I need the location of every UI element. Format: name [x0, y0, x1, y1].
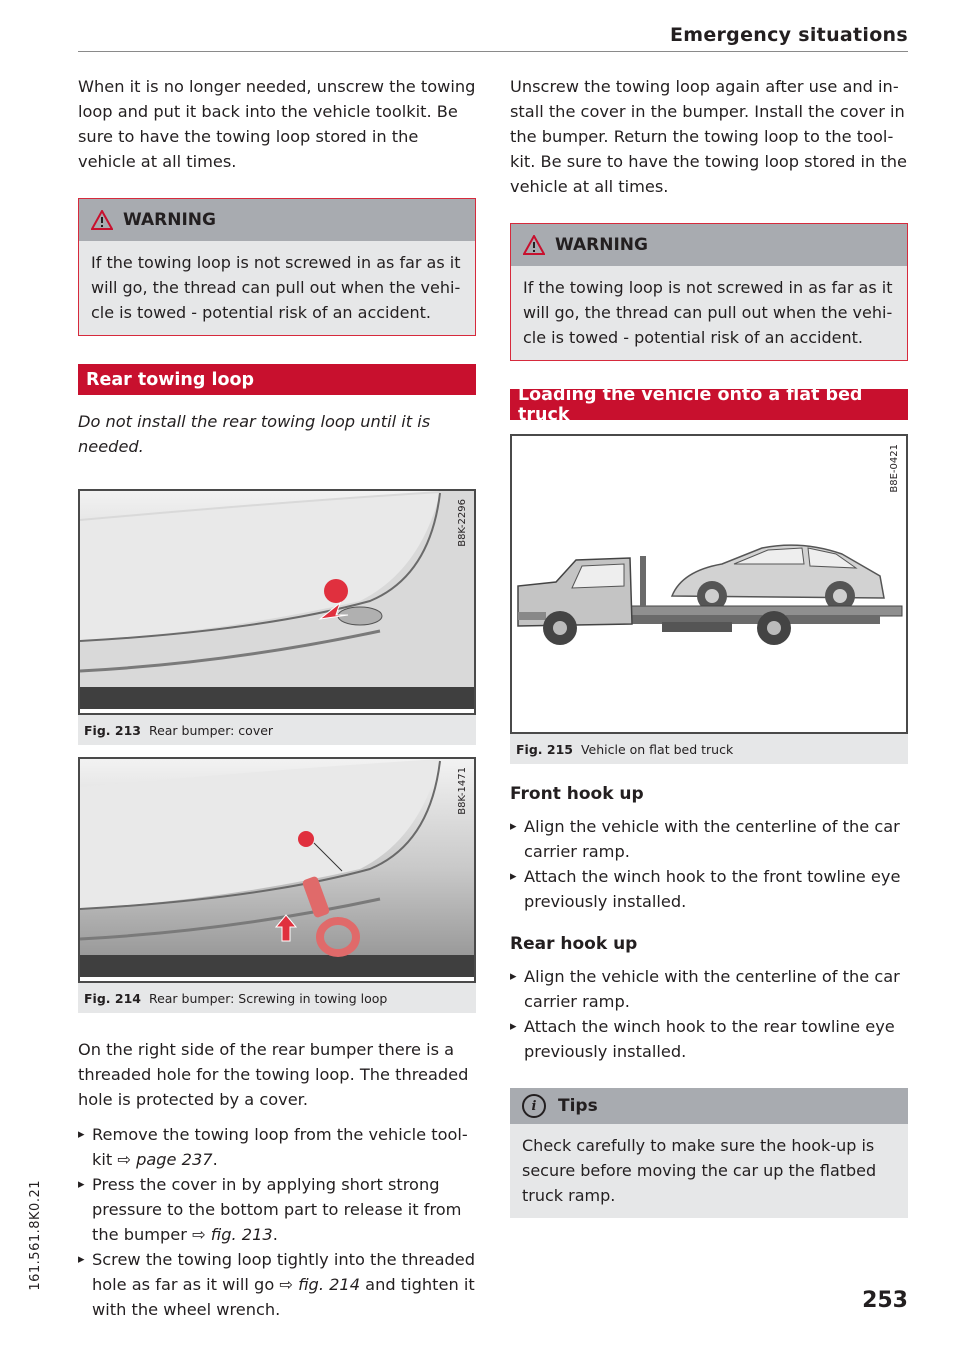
rear-hook-up-steps [510, 964, 908, 1064]
warning-header [79, 199, 475, 241]
step-text-tail: . [272, 1225, 278, 1244]
step-text: Press the cover in by applying short strong pressure to the bottom part to release it from the bumper [92, 1175, 462, 1244]
figure-213-caption-text: Rear bumper: cover [148, 723, 274, 738]
step-text-tail: and tighten it with the wheel wrench. [92, 1275, 475, 1319]
warning-title: WARNING [123, 210, 216, 230]
step-text: Remove the towing loop from the vehicle toolkit [92, 1125, 468, 1169]
list-item: ▸ Align the vehicle with the centerline of the car carrier ramp. [510, 964, 908, 1014]
tips-title: Tips [558, 1096, 598, 1116]
document-code: 161.561.8K0.21 [28, 1180, 43, 1291]
step-text-tail: . [212, 1150, 218, 1169]
figure-213-image [78, 489, 476, 715]
list-item [78, 1122, 476, 1172]
tips-text: Check carefully to make sure the hook-up is secure before moving the car up the flatbed truck ramp. [510, 1124, 908, 1218]
header-divider [78, 51, 908, 52]
figure-215-label: Fig. 215 [516, 742, 573, 757]
towing-loop-illustration [80, 759, 474, 977]
warning-triangle-icon [523, 235, 545, 255]
list-item [78, 1172, 476, 1247]
figure-215-caption [510, 734, 908, 764]
right-column [510, 74, 908, 1218]
figure-reference-link[interactable]: ⇨ fig. 214 [279, 1275, 361, 1294]
list-item: ▸ Attach the winch hook to the rear towline eye previously installed. [510, 1014, 908, 1064]
warning-header [511, 224, 907, 266]
step-text: Screw the towing loop tightly into the threaded hole as far as it will go [92, 1250, 476, 1294]
figure-214 [78, 757, 476, 1013]
intro-paragraph-right: Unscrew the towing loop again after use and install the cover in the bumper. Install the cover in the bumper. Return the towing loop to the toolkit. Be sure to have the towing loop stored in the vehicle at all times. [510, 77, 908, 196]
tips-header [510, 1088, 908, 1124]
front-hook-up-heading: Front hook up [510, 784, 644, 804]
figure-213-caption [78, 715, 476, 745]
figure-213-label: Fig. 213 [84, 723, 141, 738]
warning-title: WARNING [555, 235, 648, 255]
rear-hook-up-heading: Rear hook up [510, 934, 638, 954]
warning-text: If the towing loop is not screwed in as far as it will go, the thread can pull out when the vehicle is towed - potential risk of an accident. [511, 266, 907, 360]
section-intro: Do not install the rear towing loop until it is needed. [78, 412, 431, 456]
left-column [78, 74, 476, 1322]
body-paragraph: On the right side of the rear bumper there is a threaded hole for the towing loop. The threaded hole is protected by a cover. [78, 1040, 469, 1109]
page-reference-link[interactable]: ⇨ page 237 [117, 1150, 213, 1169]
list-item: ▸ Align the vehicle with the centerline of the car carrier ramp. [510, 814, 908, 864]
rear-bumper-cover-illustration [80, 491, 474, 709]
rear-loop-steps [78, 1122, 476, 1322]
list-item: ▸ Attach the winch hook to the front towline eye previously installed. [510, 864, 908, 914]
front-hook-up-steps [510, 814, 908, 914]
figure-213-code: B8K-2296 [457, 499, 468, 547]
section-title-flat-bed-truck: Loading the vehicle onto a flat bed truck [510, 389, 908, 420]
figure-214-image [78, 757, 476, 983]
intro-paragraph: When it is no longer needed, unscrew the towing loop and put it back into the vehicle toolkit. Be sure to have the towing loop stored in the vehicle at all times. [78, 77, 476, 171]
info-icon: i [522, 1094, 546, 1118]
figure-215-code: B8E-0421 [889, 444, 900, 493]
page-header-title: Emergency situations [669, 24, 908, 46]
figure-214-label: Fig. 214 [84, 991, 141, 1006]
page-number: 253 [862, 1288, 908, 1313]
figure-reference-link[interactable]: ⇨ fig. 213 [192, 1225, 273, 1244]
warning-text: If the towing loop is not screwed in as far as it will go, the thread can pull out when the vehicle is towed - potential risk of an accident. [79, 241, 475, 335]
figure-214-caption [78, 983, 476, 1013]
tips-box [510, 1088, 908, 1218]
figure-215-caption-text: Vehicle on flat bed truck [580, 742, 734, 757]
figure-214-caption-text: Rear bumper: Screwing in towing loop [148, 991, 388, 1006]
warning-triangle-icon [91, 210, 113, 230]
figure-213 [78, 489, 476, 745]
warning-box-right [510, 223, 908, 361]
section-title-rear-towing-loop: Rear towing loop [78, 364, 476, 395]
figure-215 [510, 434, 908, 764]
figure-215-image [510, 434, 908, 734]
flat-bed-truck-illustration [512, 436, 906, 728]
list-item [78, 1247, 476, 1322]
figure-214-code: B8K-1471 [457, 767, 468, 815]
warning-box [78, 198, 476, 336]
